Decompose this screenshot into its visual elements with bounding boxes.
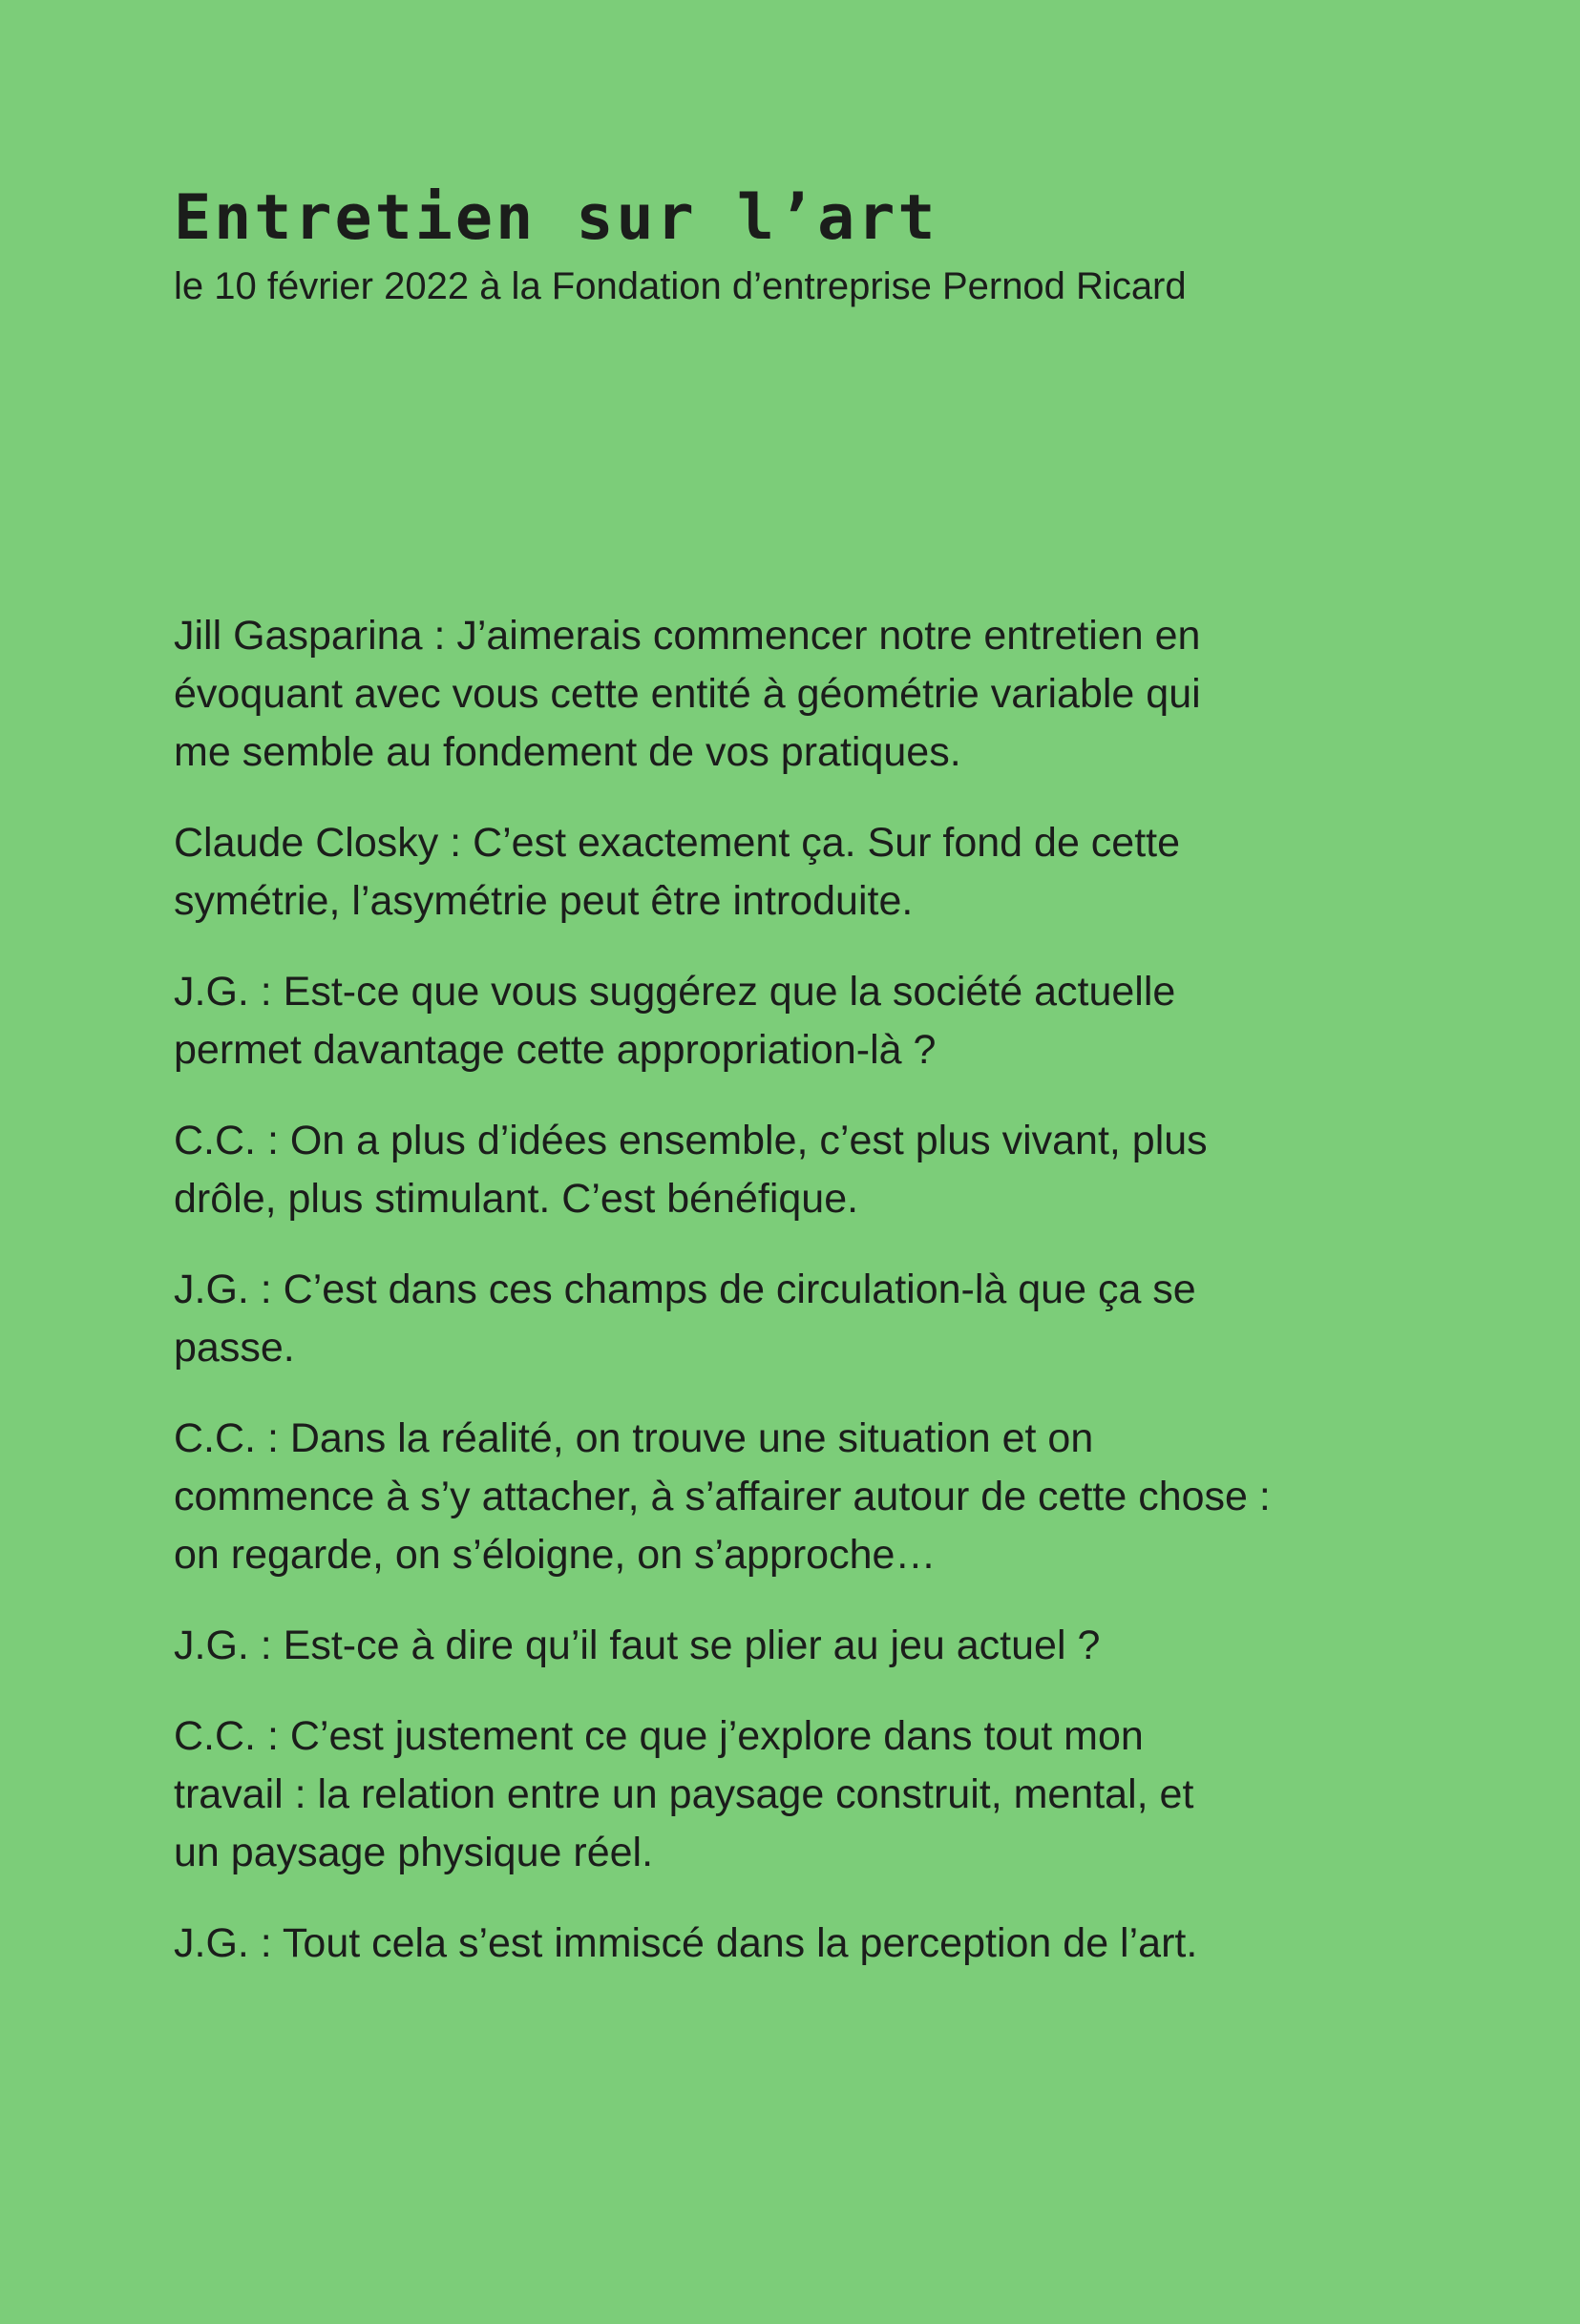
- text-line: passe.: [174, 1325, 295, 1371]
- dialogue-paragraph: [174, 1261, 1415, 1377]
- text-line: C.C. : On a plus d’idées ensemble, c’est plus vivant, plus: [174, 1118, 1208, 1163]
- text-line: commence à s’y attacher, à s’affairer autour de cette chose :: [174, 1474, 1271, 1519]
- text-line: J.G. : Est-ce que vous suggérez que la société actuelle: [174, 969, 1176, 1015]
- dialogue-paragraph: [174, 963, 1415, 1079]
- text-line: évoquant avec vous cette entité à géométrie variable qui: [174, 671, 1201, 717]
- dialogue-paragraph: [174, 814, 1415, 931]
- dialogue-paragraph: [174, 1915, 1415, 1973]
- page-subtitle: le 10 février 2022 à la Fondation d’entreprise Pernod Ricard: [174, 265, 1187, 307]
- text-line: me semble au fondement de vos pratiques.: [174, 729, 961, 775]
- text-line: permet davantage cette appropriation-là ?: [174, 1027, 937, 1073]
- dialogue-paragraph: [174, 1112, 1415, 1228]
- page-title: Entretien sur l’art: [174, 182, 938, 254]
- text-line: un paysage physique réel.: [174, 1830, 654, 1875]
- text-line: C.C. : C’est justement ce que j’explore dans tout mon: [174, 1713, 1144, 1759]
- text-line: J.G. : Tout cela s’est immiscé dans la perception de l’art.: [174, 1920, 1198, 1966]
- text-line: Claude Closky : C’est exactement ça. Sur fond de cette: [174, 820, 1181, 866]
- text-line: symétrie, l’asymétrie peut être introduite.: [174, 878, 914, 924]
- dialogue-paragraph: [174, 1410, 1415, 1584]
- text-line: C.C. : Dans la réalité, on trouve une situation et on: [174, 1415, 1094, 1461]
- text-line: J.G. : Est-ce à dire qu’il faut se plier au jeu actuel ?: [174, 1623, 1101, 1668]
- dialogue-paragraph: [174, 607, 1415, 782]
- text-line: J.G. : C’est dans ces champs de circulation-là que ça se: [174, 1267, 1196, 1312]
- dialogue-paragraph: [174, 1617, 1415, 1675]
- text-line: Jill Gasparina : J’aimerais commencer notre entretien en: [174, 613, 1201, 659]
- text-line: travail : la relation entre un paysage construit, mental, et: [174, 1771, 1194, 1817]
- dialogue-body: [174, 607, 1415, 2005]
- dialogue-paragraph: [174, 1707, 1415, 1882]
- text-line: on regarde, on s’éloigne, on s’approche…: [174, 1532, 937, 1578]
- text-line: drôle, plus stimulant. C’est bénéfique.: [174, 1176, 859, 1222]
